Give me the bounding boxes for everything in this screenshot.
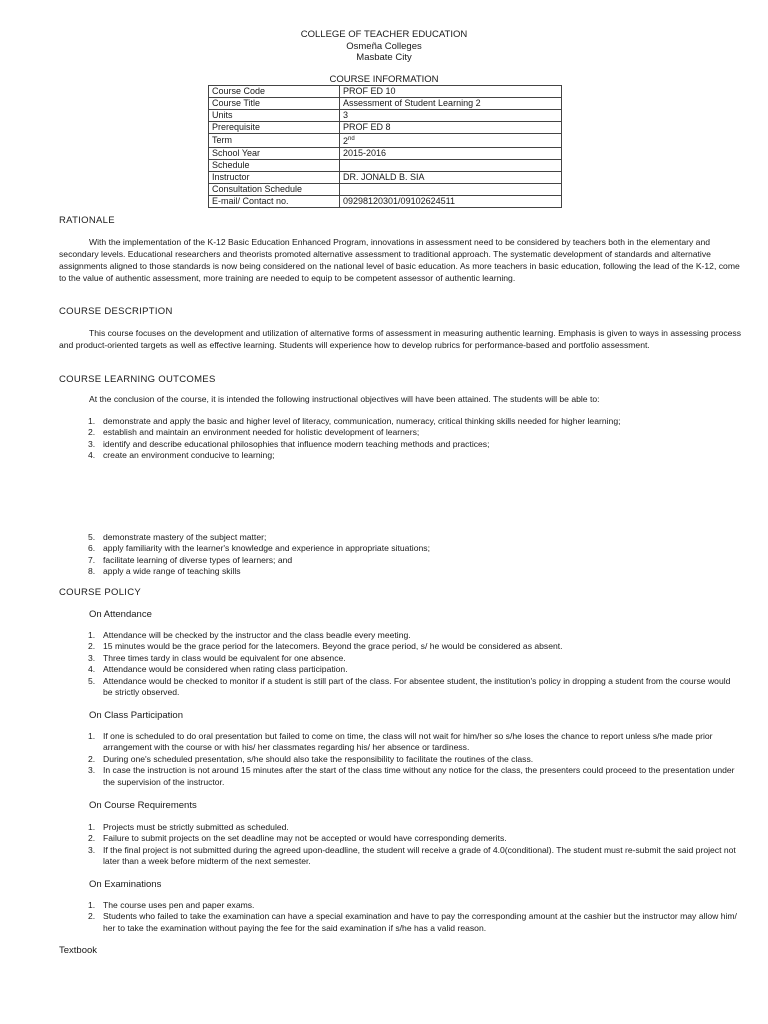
course-info-label: Instructor (209, 172, 340, 184)
course-info-value-text: 2015-2016 (343, 148, 387, 158)
list-item (88, 731, 742, 754)
course-info-row (209, 98, 562, 110)
list-item-number: 1. (88, 900, 96, 910)
list-item-text: During one's scheduled presentation, s/he should also take the responsibility to facilitate the routines of the class. (103, 753, 534, 764)
course-info-row (209, 184, 562, 196)
course-info-table (208, 85, 562, 208)
outcomes-list-a (88, 416, 742, 462)
list-item (88, 439, 742, 450)
course-info-row (209, 160, 562, 172)
list-item (88, 543, 742, 554)
list-item-text: apply a wide range of teaching skills (103, 566, 241, 577)
list-item-number: 2. (88, 427, 96, 438)
course-info-label: School Year (209, 148, 340, 160)
list-item (88, 664, 742, 675)
list-item (88, 833, 742, 844)
list-item-text: Projects must be strictly submitted as scheduled. (103, 822, 289, 832)
list-item-number: 4. (88, 450, 96, 461)
course-info-value-text: DR. JONALD B. SIA (343, 172, 425, 182)
list-item-number: 1. (88, 416, 96, 426)
list-item (88, 822, 742, 833)
list-item (88, 754, 742, 765)
list-item (88, 532, 742, 543)
list-item (88, 427, 742, 438)
learning-outcomes-intro: At the conclusion of the course, it is intended the following instructional objectives will have been attained. The students will be able to: (89, 394, 600, 404)
attendance-subheading: On Attendance (89, 609, 152, 620)
examinations-list (88, 900, 742, 934)
course-info-value (340, 134, 562, 148)
course-info-row (209, 122, 562, 134)
list-item-text: Three times tardy in class would be equivalent for one absence. (103, 652, 346, 663)
list-item-number: 4. (88, 664, 96, 675)
list-item-number: 1. (88, 731, 96, 741)
list-item-number: 6. (88, 543, 96, 554)
course-info-value (340, 86, 562, 98)
list-item (88, 845, 742, 868)
requirements-subheading: On Course Requirements (89, 800, 197, 811)
course-info-value (340, 122, 562, 134)
list-item (88, 900, 742, 911)
list-item-number: 3. (88, 652, 96, 663)
list-item-text: demonstrate and apply the basic and higher level of literacy, communication, numeracy, critical thinking skills needed for higher learning; (103, 416, 621, 426)
list-item-number: 2. (88, 833, 96, 844)
list-item (88, 676, 742, 699)
list-item (88, 555, 742, 566)
course-info-value-text: PROF ED 10 (343, 86, 396, 96)
list-item (88, 641, 742, 652)
rationale-text: With the implementation of the K-12 Basic Education Enhanced Program, innovations in assessment need to be considered by teachers both in the elementary and secondary levels. Educational researchers and theorists promoted alternative assessment to traditional approach. The systematic development of standards and alternative assignments aligned to those standards is now being considered on the national level of basic education. As more teachers in basic education, following the lead of the K-12, come to the value of authentic assessment, more training are needed to equip to be competent assessor of authentic learning. (59, 237, 740, 283)
course-info-value-text: 09298120301/09102624511 (343, 196, 455, 206)
list-item-number: 2. (88, 641, 96, 652)
course-info-row (209, 148, 562, 160)
course-info-label: Units (209, 110, 340, 122)
list-item-number: 3. (88, 438, 96, 449)
list-item-number: 2. (88, 753, 96, 764)
course-info-title: COURSE INFORMATION (329, 74, 439, 85)
course-info-label: Schedule (209, 160, 340, 172)
course-description-heading: COURSE DESCRIPTION (59, 306, 173, 317)
requirements-list (88, 822, 742, 868)
course-info-value (340, 160, 562, 172)
list-item-text: If one is scheduled to do oral presentation but failed to come on time, the class will not wait for him/her so s/he loses the chance to report unless s/he made prior arrangement with the course or with his/ her classmates regarding his/ her absence or tardiness. (103, 731, 713, 753)
course-info-row (209, 110, 562, 122)
course-info-label: Prerequisite (209, 122, 340, 134)
city-name: Masbate City (356, 52, 412, 63)
course-info-label: Consultation Schedule (209, 184, 340, 196)
course-info-label: Course Title (209, 98, 340, 110)
list-item (88, 566, 742, 577)
course-info-value-text: PROF ED 8 (343, 122, 391, 132)
list-item-text: identify and describe educational philosophies that influence modern teaching methods and practices; (103, 438, 490, 449)
textbook-heading: Textbook (59, 945, 98, 956)
course-info-value-text: Assessment of Student Learning 2 (343, 98, 481, 108)
list-item-number: 3. (88, 844, 96, 855)
list-item-text: The course uses pen and paper exams. (103, 900, 255, 910)
attendance-list (88, 630, 742, 698)
list-item-number: 2. (88, 911, 96, 922)
list-item-number: 1. (88, 822, 96, 832)
list-item-text: If the final project is not submitted during the agreed upon-deadline, the student will receive a grade of 4.0(conditional). The student must re-submit the said project not later than a week before midterm of the next semester. (103, 844, 736, 867)
list-item-text: Attendance will be checked by the instructor and the class beadle every meeting. (103, 630, 411, 640)
course-info-label: E-mail/ Contact no. (209, 196, 340, 208)
list-item-number: 7. (88, 554, 96, 565)
list-item-text: 15 minutes would be the grace period for the latecomers. Beyond the grace period, s/ he would be considered as absent. (103, 641, 563, 652)
course-info-row (209, 134, 562, 148)
course-info-value (340, 196, 562, 208)
learning-outcomes-heading: COURSE LEARNING OUTCOMES (59, 374, 216, 385)
list-item-text: establish and maintain an environment needed for holistic development of learners; (103, 427, 420, 438)
list-item-text: Attendance would be checked to monitor if a student is still part of the class. For absentee student, the institution's policy in dropping a student from the course would be strictly observed. (103, 675, 731, 698)
list-item (88, 765, 742, 788)
course-description-text: This course focuses on the development and utilization of alternative forms of assessment in measuring authentic learning. Emphasis is given to ways in assessing process and product-oriented targets as well as effective learning. Students will experience how to develop rubrics for performance-based and portfolio assessment. (59, 328, 742, 350)
school-name: Osmeña Colleges (346, 41, 422, 52)
list-item-text: facilitate learning of diverse types of learners; and (103, 554, 293, 565)
list-item-text: Students who failed to take the examination can have a special examination and have to pay the corresponding amount at the cashier but the instructor may allow him/ her to take the examination without paying the fee for the said examination if s/he has a valid reason. (103, 911, 737, 933)
list-item-text: demonstrate mastery of the subject matter; (103, 532, 267, 542)
course-info-value (340, 148, 562, 160)
list-item-number: 3. (88, 765, 96, 776)
course-info-label: Term (209, 134, 340, 148)
list-item-text: Failure to submit projects on the set deadline may not be accepted or would have corresponding demerits. (103, 833, 507, 844)
participation-subheading: On Class Participation (89, 710, 183, 721)
course-policy-heading: COURSE POLICY (59, 587, 142, 598)
participation-list (88, 731, 742, 788)
list-item (88, 416, 742, 427)
list-item-text: apply familiarity with the learner's knowledge and experience in appropriate situations; (103, 543, 430, 554)
college-name: COLLEGE OF TEACHER EDUCATION (300, 29, 468, 40)
list-item-number: 5. (88, 675, 96, 686)
list-item-number: 8. (88, 566, 96, 577)
ordinal-suffix: nd (348, 136, 355, 142)
rationale-heading: RATIONALE (59, 215, 115, 226)
list-item-text: In case the instruction is not around 15 minutes after the start of the class time without any notice for the class, the presenters could proceed to the presentation under the supervision of the instructor. (103, 765, 735, 787)
course-info-value (340, 98, 562, 110)
list-item-text: create an environment conducive to learning; (103, 450, 275, 461)
course-info-value-text: 3 (343, 110, 349, 120)
course-info-value (340, 184, 562, 196)
list-item-number: 5. (88, 532, 96, 542)
list-item-number: 1. (88, 630, 96, 640)
list-item (88, 911, 742, 934)
course-info-row (209, 86, 562, 98)
course-info-label: Course Code (209, 86, 340, 98)
examinations-subheading: On Examinations (89, 879, 162, 890)
course-info-value (340, 110, 562, 122)
outcomes-list-b (88, 532, 742, 578)
list-item (88, 630, 742, 641)
course-info-value (340, 172, 562, 184)
course-info-value-text: 2 (343, 136, 349, 146)
course-info-row (209, 172, 562, 184)
list-item (88, 450, 742, 461)
list-item (88, 653, 742, 664)
course-info-row (209, 196, 562, 208)
list-item-text: Attendance would be considered when rating class participation. (103, 664, 348, 675)
